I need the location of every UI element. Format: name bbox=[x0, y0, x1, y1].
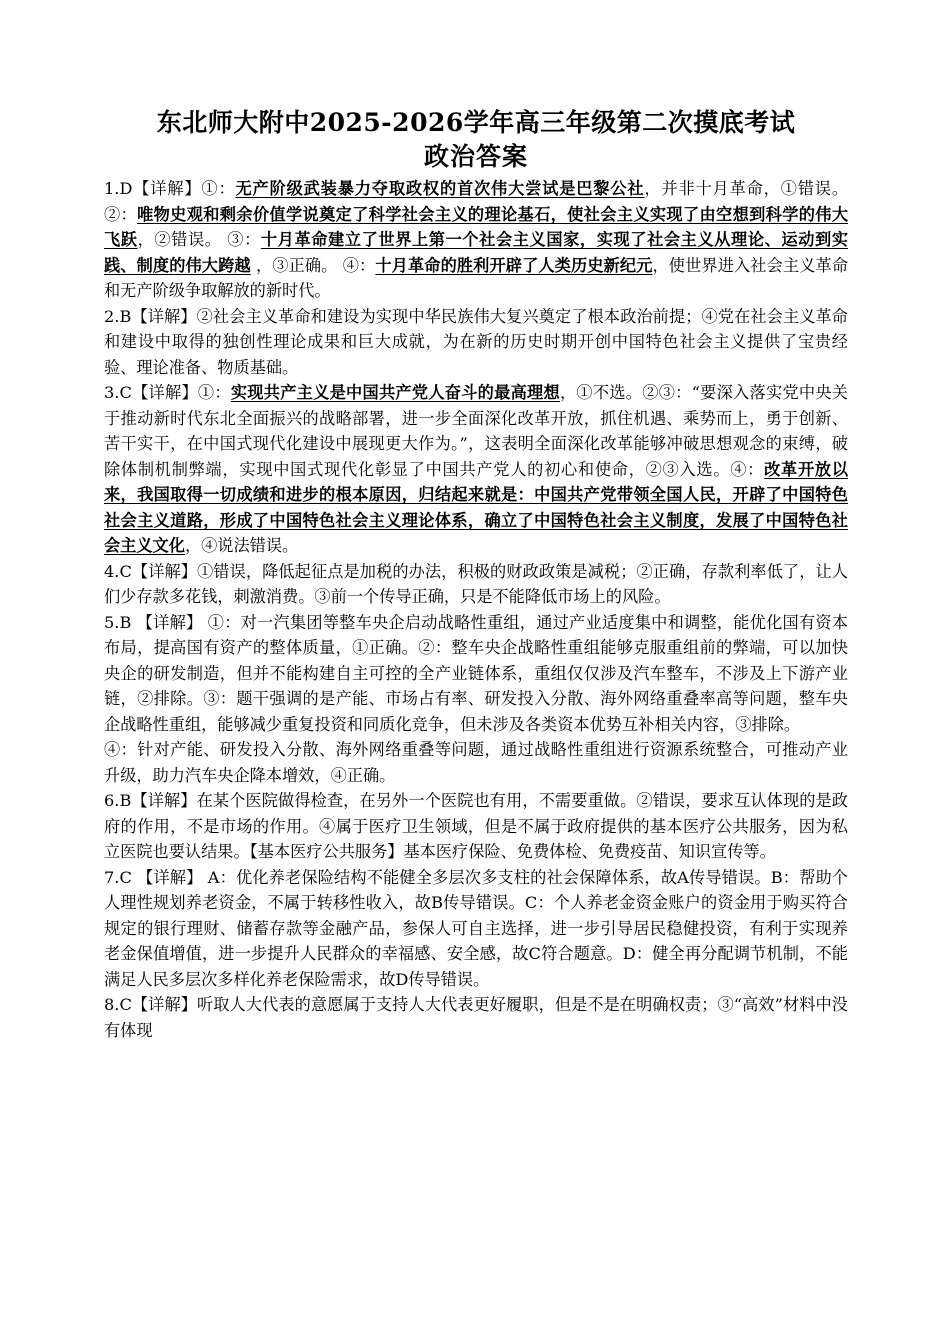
emphasized-text: 唯物史观和剩余价值学说奠定了科学社会主义的理论基石，使社会主义实现了由空想到科学的伟大飞跃 bbox=[104, 204, 849, 249]
answer-list bbox=[104, 176, 848, 1043]
answer-text: ，③正确。 ④： bbox=[250, 255, 376, 275]
answer-paragraph bbox=[104, 737, 848, 788]
answer-text: ，②错误。 ③： bbox=[137, 230, 261, 249]
emphasized-text: 十月革命建立了世界上第一个社会主义国家，实现了社会主义从理论、运动到实践、制度的伟大跨越 bbox=[104, 230, 849, 275]
document-page bbox=[104, 106, 848, 1043]
answer-paragraph bbox=[104, 992, 848, 1043]
answer-paragraph bbox=[104, 788, 848, 865]
answer-text: 6.B【详解】在某个医院做得检查，在另外一个医院也有用，不需要重做。②错误，要求互认体现的是政府的作用，不是市场的作用。④属于医疗卫生领域，但是不属于政府提供的基本医疗公共服务，因为私立医院也要认结果。【基本医疗公共服务】基本医疗保险、免费体检、免费疫苗、知识宣传等。 bbox=[104, 791, 848, 861]
answer-text: ④：针对产能、研发投入分散、海外网络重叠等问题，通过战略性重组进行资源系统整合，可推动产业升级，助力汽车央企降本增效，④正确。 bbox=[104, 740, 848, 785]
answer-text: 4.C【详解】①错误，降低起征点是加税的办法，积极的财政政策是减税；②正确，存款利率低了，让人们少存款多花钱，刺激消费。③前一个传导正确，只是不能降低市场上的风险。 bbox=[104, 561, 848, 606]
answer-text: ，并非十月革命，①错误。 ②： bbox=[104, 179, 849, 224]
answer-paragraph bbox=[104, 559, 848, 610]
answer-text: 7.C 【详解】 A：优化养老保险结构不能健全多层次多支柱的社会保障体系，故A传导错误。B：帮助个人理性规划养老资金，不属于转移性收入，故B传导错误。C：个人养老金资金账户的资金用于购买符合规定的银行理财、储蓄存款等金融产品，参保人可自主选择，进一步引导居民稳健投资，有利于实现养老金保值增值，进一步提升人民群众的幸福感、安全感，故C符合题意。D：健全再分配调节机制，不能满足人民多层次多样化养老保险需求，故D传导错误。 bbox=[104, 867, 848, 989]
answer-paragraph bbox=[104, 380, 848, 559]
answer-text: ，④说法错误。 bbox=[184, 536, 299, 555]
emphasized-text: 改革开放以来，我国取得一切成绩和进步的根本原因，归结起来就是：中国共产党带领全国人民，开辟了中国特色社会主义道路，形成了中国特色社会主义理论体系，确立了中国特色社会主义制度，发展了中国特色社会主义文化 bbox=[104, 459, 849, 555]
emphasized-text: 十月革命的胜利开辟了人类历史新纪元 bbox=[375, 255, 653, 275]
document-title: 东北师大附中2025-2026学年高三年级第二次摸底考试 bbox=[156, 108, 796, 137]
answer-paragraph bbox=[104, 176, 848, 304]
document-subtitle: 政治答案 bbox=[423, 142, 528, 171]
answer-paragraph bbox=[104, 304, 848, 381]
answer-text: 8.C【详解】听取人大代表的意愿属于支持人大代表更好履职，但是不是在明确权责；③“高效”材料中没有体现 bbox=[104, 995, 848, 1040]
answer-paragraph bbox=[104, 865, 848, 993]
answer-text: 5.B 【详解】 ①：对一汽集团等整车央企启动战略性重组，通过产业适度集中和调整，能优化国有资本布局，提高国有资产的整体质量，①正确。②：整车央企战略性重组能够克服重组前的弊端，可以加快央企的研发制造，但并不能构建自主可控的全产业链体系，重组仅仅涉及汽车整车，不涉及上下游产业链，②排除。③：题干强调的是产能、市场占有率、研发投入分散、海外网络重叠率高等问题，整车央企战略性重组，能够减少重复投资和同质化竞争，但未涉及各类资本优势互补相关内容，③排除。 bbox=[104, 612, 848, 734]
answer-paragraph bbox=[104, 610, 848, 738]
answer-text: 1.D【详解】①： bbox=[104, 179, 236, 198]
answer-text: ，①不选。②③：“要深入落实党中央关于推动新时代东北全面振兴的战略部署，进一步全面深化改革开放，抓住机遇、乘势而上，勇于创新、苦干实干，在中国式现代化建设中展现更大作为。”，这表明全面深化改革能够冲破思想观念的束缚，破除体制机制弊端，实现中国式现代化彰显了中国共产党人的初心和使命，②③入选。④： bbox=[104, 383, 848, 479]
emphasized-text: 无产阶级武装暴力夺取政权的首次伟大尝试是巴黎公社 bbox=[235, 179, 645, 198]
answer-text: ，使世界进入社会主义革命和无产阶级争取解放的新时代。 bbox=[104, 255, 849, 300]
answer-text: 3.C【详解】①： bbox=[104, 383, 231, 402]
emphasized-text: 实现共产主义是中国共产党人奋斗的最高理想 bbox=[230, 383, 560, 402]
answer-text: 2.B【详解】②社会主义革命和建设为实现中华民族伟大复兴奠定了根本政治前提；④党在社会主义革命和建设中取得的独创性理论成果和巨大成就，为在新的历史时期开创中国特色社会主义提供了宝贵经验、理论准备、物质基础。 bbox=[104, 306, 848, 377]
